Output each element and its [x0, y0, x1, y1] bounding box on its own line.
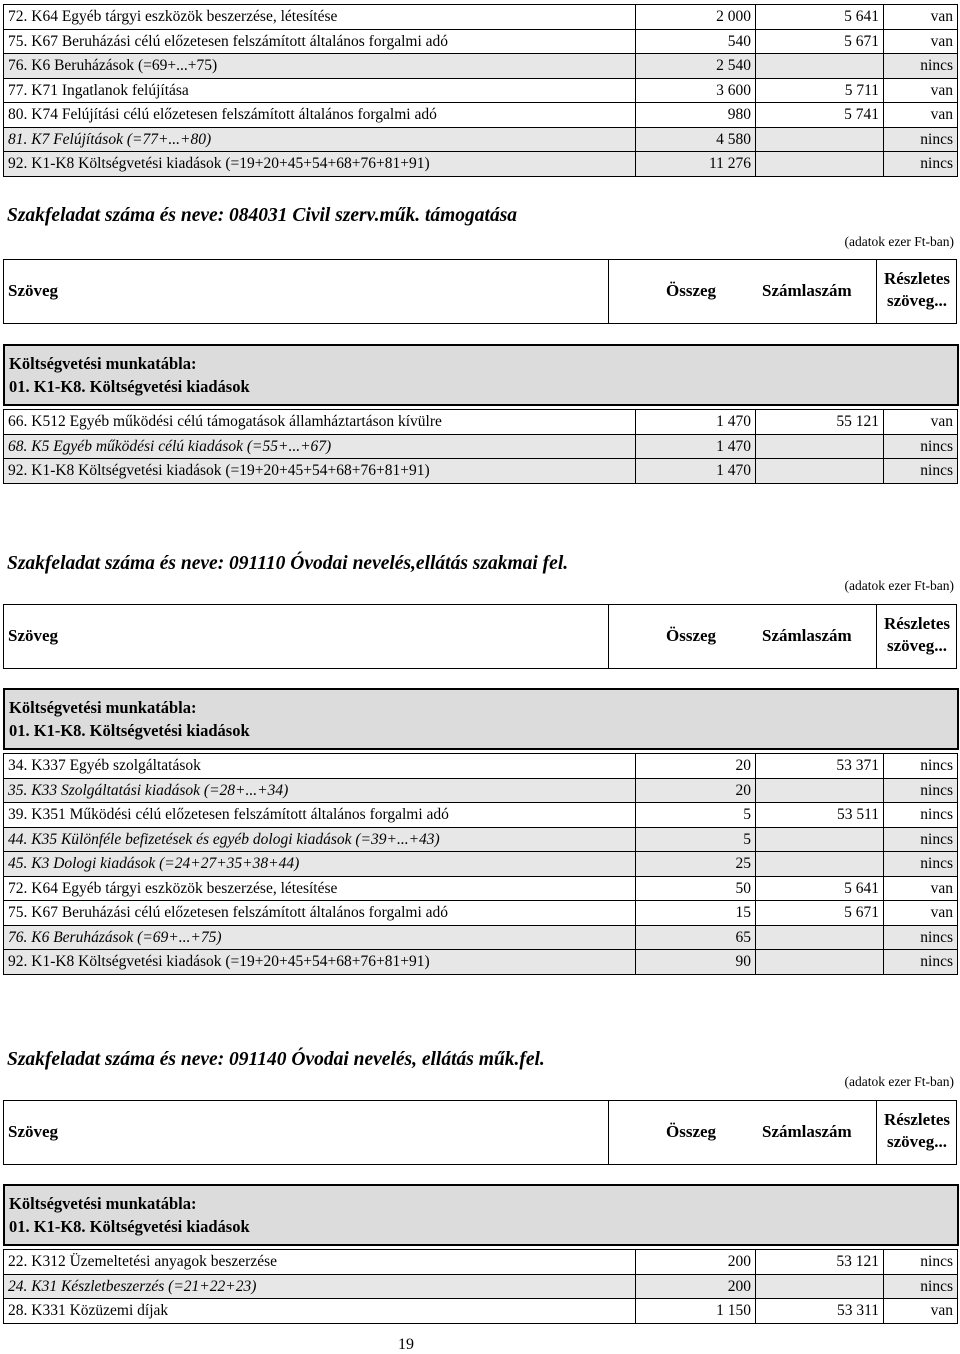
- row-amount: 25: [636, 852, 756, 877]
- table-row: [4, 925, 958, 950]
- col-header-reszletes: Részletes szöveg...: [883, 614, 951, 655]
- row-amount: 3 600: [636, 78, 756, 103]
- row-detail-flag: nincs: [884, 852, 958, 877]
- row-label: 66. K512 Egyéb működési célú támogatások államháztartáson kívülre: [4, 410, 636, 435]
- column-divider: [608, 1101, 609, 1164]
- col-header-szoveg: Szöveg: [8, 626, 59, 645]
- row-amount: 200: [636, 1250, 756, 1275]
- row-detail-flag: nincs: [884, 1250, 958, 1275]
- munkatabla-subtitle: 01. K1-K8. Költségvetési kiadások: [9, 1217, 250, 1236]
- munkatabla-header: [3, 688, 959, 750]
- column-header: [3, 259, 957, 324]
- row-amount: 11 276: [636, 152, 756, 177]
- row-account-number: 5 711: [756, 78, 884, 103]
- top-table-block: [0, 4, 960, 177]
- units-note: (adatok ezer Ft-ban): [844, 234, 954, 249]
- row-detail-flag: nincs: [884, 434, 958, 459]
- units-note: (adatok ezer Ft-ban): [844, 1074, 954, 1089]
- munkatabla-title: Költségvetési munkatábla:: [9, 698, 197, 717]
- row-account-number: [756, 434, 884, 459]
- col-header-szamlaszam: Számlaszám: [762, 281, 852, 300]
- row-account-number: 55 121: [756, 410, 884, 435]
- table-row: [4, 434, 958, 459]
- row-label: 77. K71 Ingatlanok felújítása: [4, 78, 636, 103]
- row-amount: 200: [636, 1274, 756, 1299]
- row-account-number: 5 671: [756, 901, 884, 926]
- munkatabla-title: Költségvetési munkatábla:: [9, 354, 197, 373]
- table-row: [4, 78, 958, 103]
- row-label: 45. K3 Dologi kiadások (=24+27+35+38+44): [4, 852, 636, 877]
- row-account-number: [756, 925, 884, 950]
- row-label: 68. K5 Egyéb működési célú kiadások (=55+...+67): [4, 434, 636, 459]
- row-label: 92. K1-K8 Költségvetési kiadások (=19+20+45+54+68+76+81+91): [4, 950, 636, 975]
- table-row: [4, 950, 958, 975]
- row-account-number: 5 641: [756, 876, 884, 901]
- section-title: Szakfeladat száma és neve: 091110 Óvodai nevelés,ellátás szakmai fel.: [7, 553, 569, 574]
- row-label: 35. K33 Szolgáltatási kiadások (=28+...+34): [4, 778, 636, 803]
- row-label: 75. K67 Beruházási célú előzetesen felszámított általános forgalmi adó: [4, 29, 636, 54]
- column-divider: [608, 260, 609, 323]
- row-amount: 980: [636, 103, 756, 128]
- row-label: 28. K331 Közüzemi díjak: [4, 1299, 636, 1324]
- row-amount: 2 000: [636, 5, 756, 30]
- row-label: 34. K337 Egyéb szolgáltatások: [4, 754, 636, 779]
- row-account-number: 5 671: [756, 29, 884, 54]
- row-detail-flag: nincs: [884, 754, 958, 779]
- row-amount: 4 580: [636, 127, 756, 152]
- table-row: [4, 1274, 958, 1299]
- row-detail-flag: nincs: [884, 152, 958, 177]
- row-label: 75. K67 Beruházási célú előzetesen felszámított általános forgalmi adó: [4, 901, 636, 926]
- row-account-number: [756, 459, 884, 484]
- row-account-number: [756, 152, 884, 177]
- row-detail-flag: van: [884, 29, 958, 54]
- row-account-number: [756, 1274, 884, 1299]
- col-header-reszletes: Részletes szöveg...: [883, 1110, 951, 1151]
- column-divider: [876, 605, 877, 668]
- col-header-osszeg: Összeg: [666, 1122, 717, 1141]
- row-label: 72. K64 Egyéb tárgyi eszközök beszerzése, létesítése: [4, 5, 636, 30]
- row-amount: 50: [636, 876, 756, 901]
- row-detail-flag: van: [884, 876, 958, 901]
- row-amount: 15: [636, 901, 756, 926]
- table-row: [4, 901, 958, 926]
- table-row: [4, 103, 958, 128]
- row-label: 44. K35 Különféle befizetések és egyéb dologi kiadások (=39+...+43): [4, 827, 636, 852]
- table-row: [4, 803, 958, 828]
- row-amount: 1 150: [636, 1299, 756, 1324]
- row-amount: 2 540: [636, 54, 756, 79]
- row-detail-flag: nincs: [884, 950, 958, 975]
- munkatabla-header: [3, 344, 959, 406]
- table-row: [4, 852, 958, 877]
- row-label: 24. K31 Készletbeszerzés (=21+22+23): [4, 1274, 636, 1299]
- row-amount: 1 470: [636, 459, 756, 484]
- column-divider: [876, 260, 877, 323]
- row-detail-flag: nincs: [884, 827, 958, 852]
- row-detail-flag: nincs: [884, 803, 958, 828]
- row-amount: 90: [636, 950, 756, 975]
- munkatabla-subtitle: 01. K1-K8. Költségvetési kiadások: [9, 377, 250, 396]
- table-row: [4, 1299, 958, 1324]
- row-amount: 20: [636, 778, 756, 803]
- row-amount: 540: [636, 29, 756, 54]
- row-account-number: 53 121: [756, 1250, 884, 1275]
- row-amount: 5: [636, 803, 756, 828]
- table-row: [4, 778, 958, 803]
- col-header-szamlaszam: Számlaszám: [762, 1122, 852, 1141]
- table-row: [4, 5, 958, 30]
- row-detail-flag: nincs: [884, 778, 958, 803]
- units-note: (adatok ezer Ft-ban): [844, 578, 954, 593]
- row-detail-flag: van: [884, 901, 958, 926]
- row-label: 39. K351 Működési célú előzetesen felszámított általános forgalmi adó: [4, 803, 636, 828]
- munkatabla-title: Költségvetési munkatábla:: [9, 1194, 197, 1213]
- munkatabla-header: [3, 1184, 959, 1246]
- row-label: 92. K1-K8 Költségvetési kiadások (=19+20+45+54+68+76+81+91): [4, 152, 636, 177]
- row-detail-flag: nincs: [884, 127, 958, 152]
- row-account-number: [756, 778, 884, 803]
- section-title: Szakfeladat száma és neve: 084031 Civil szerv.műk. támogatása: [7, 205, 518, 226]
- row-account-number: 53 371: [756, 754, 884, 779]
- row-detail-flag: nincs: [884, 459, 958, 484]
- row-label: 76. K6 Beruházások (=69+...+75): [4, 925, 636, 950]
- row-label: 80. K74 Felújítási célú előzetesen felszámított általános forgalmi adó: [4, 103, 636, 128]
- table-row: [4, 876, 958, 901]
- row-amount: 20: [636, 754, 756, 779]
- row-label: 76. K6 Beruházások (=69+...+75): [4, 54, 636, 79]
- row-label: 81. K7 Felújítások (=77+...+80): [4, 127, 636, 152]
- table-row: [4, 1250, 958, 1275]
- row-account-number: [756, 827, 884, 852]
- expense-table: [3, 753, 958, 975]
- row-amount: 1 470: [636, 410, 756, 435]
- row-account-number: 53 511: [756, 803, 884, 828]
- table-row: [4, 127, 958, 152]
- column-divider: [876, 1101, 877, 1164]
- expense-table: [3, 4, 958, 177]
- row-detail-flag: van: [884, 103, 958, 128]
- expense-table: [3, 409, 958, 484]
- row-detail-flag: nincs: [884, 925, 958, 950]
- row-detail-flag: van: [884, 78, 958, 103]
- col-header-reszletes: Részletes szöveg...: [883, 269, 951, 310]
- section-table-block: [0, 1249, 960, 1324]
- table-row: [4, 754, 958, 779]
- table-row: [4, 459, 958, 484]
- munkatabla-subtitle: 01. K1-K8. Költségvetési kiadások: [9, 721, 250, 740]
- column-header: [3, 604, 957, 669]
- row-detail-flag: van: [884, 1299, 958, 1324]
- row-label: 72. K64 Egyéb tárgyi eszközök beszerzése, létesítése: [4, 876, 636, 901]
- table-row: [4, 827, 958, 852]
- section-table-block: [0, 753, 960, 975]
- row-amount: 65: [636, 925, 756, 950]
- col-header-osszeg: Összeg: [666, 626, 717, 645]
- row-amount: 5: [636, 827, 756, 852]
- col-header-szoveg: Szöveg: [8, 281, 59, 300]
- row-account-number: [756, 127, 884, 152]
- row-detail-flag: van: [884, 5, 958, 30]
- row-detail-flag: nincs: [884, 54, 958, 79]
- table-row: [4, 54, 958, 79]
- row-account-number: 5 741: [756, 103, 884, 128]
- section-table-block: [0, 409, 960, 484]
- section-title: Szakfeladat száma és neve: 091140 Óvodai nevelés, ellátás műk.fel.: [7, 1049, 545, 1070]
- row-account-number: [756, 54, 884, 79]
- row-account-number: 53 311: [756, 1299, 884, 1324]
- col-header-szoveg: Szöveg: [8, 1122, 59, 1141]
- row-label: 22. K312 Üzemeltetési anyagok beszerzése: [4, 1250, 636, 1275]
- row-account-number: [756, 852, 884, 877]
- col-header-szamlaszam: Számlaszám: [762, 626, 852, 645]
- row-account-number: [756, 950, 884, 975]
- row-label: 92. K1-K8 Költségvetési kiadások (=19+20+45+54+68+76+81+91): [4, 459, 636, 484]
- row-detail-flag: nincs: [884, 1274, 958, 1299]
- table-row: [4, 29, 958, 54]
- expense-table: [3, 1249, 958, 1324]
- table-row: [4, 410, 958, 435]
- column-divider: [608, 605, 609, 668]
- col-header-osszeg: Összeg: [666, 281, 717, 300]
- page-number: 19: [398, 1336, 414, 1353]
- row-detail-flag: van: [884, 410, 958, 435]
- row-account-number: 5 641: [756, 5, 884, 30]
- column-header: [3, 1100, 957, 1165]
- table-row: [4, 152, 958, 177]
- row-amount: 1 470: [636, 434, 756, 459]
